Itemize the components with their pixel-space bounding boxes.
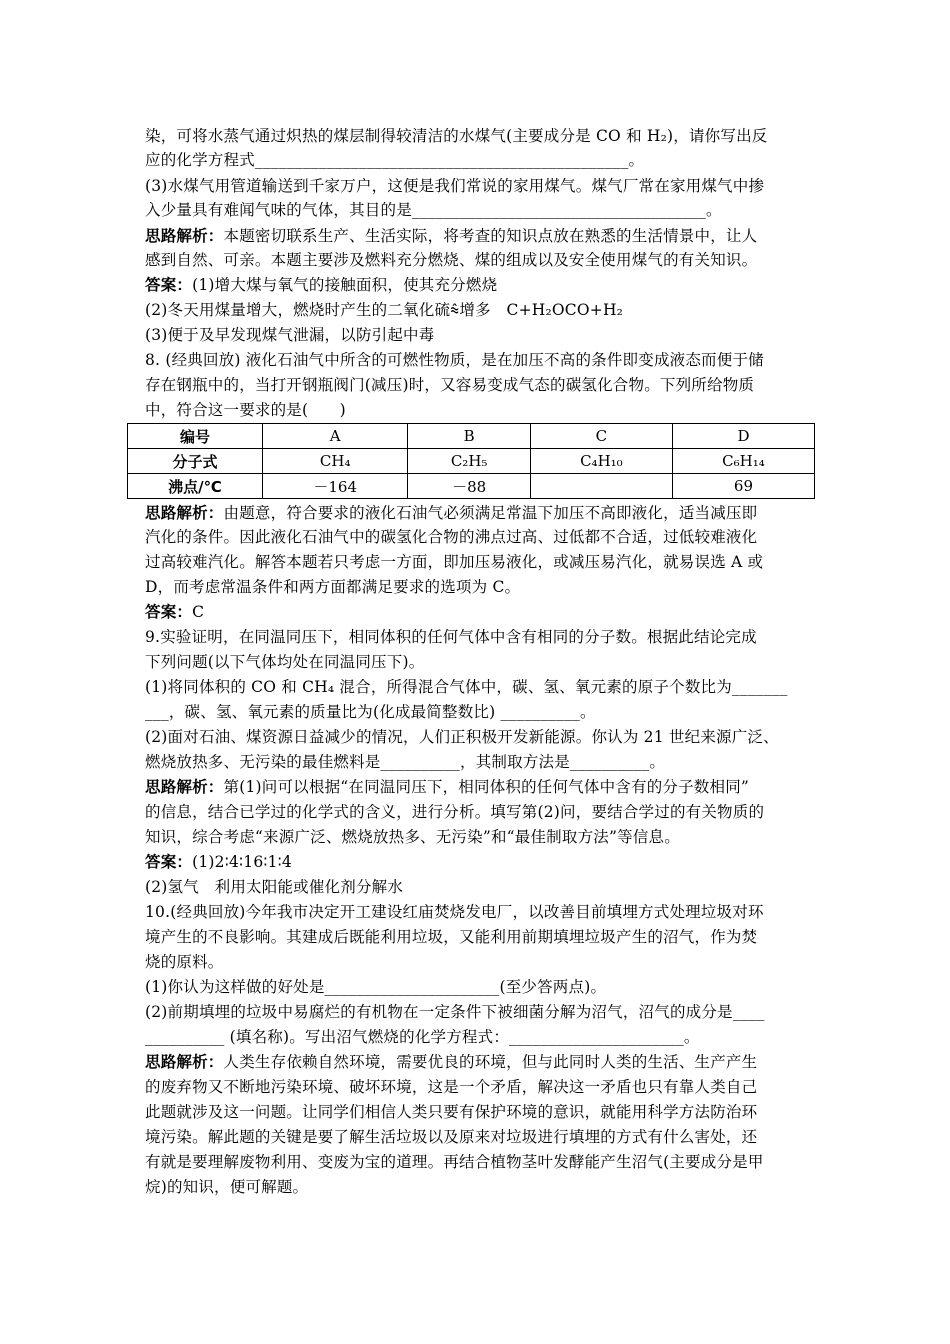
answer-line xyxy=(145,273,497,297)
text-line: 感到自然、可亲。本题主要涉及燃料充分燃烧、煤的组成以及安全使用煤气的有关知识。 xyxy=(145,251,758,269)
text-line: 染，可将水蒸气通过炽热的煤层制得较清洁的水煤气(主要成分是 CO 和 H₂)，请你写出反 xyxy=(145,127,768,145)
text-line: 有就是要理解废物利用、变废为宝的道理。再结合植物茎叶发酵能产生沼气(主要成分是甲 xyxy=(145,1153,764,1171)
answer-text: C xyxy=(192,603,205,621)
table-cell: －164 xyxy=(263,474,408,499)
table-row xyxy=(128,424,815,449)
table-cell: 69 xyxy=(672,474,814,499)
text-line: 中，符合这一要求的是( ) xyxy=(145,401,346,419)
text-line: (3)水煤气用管道输送到千家万户，这便是我们常说的家用煤气。煤气厂常在家用煤气中掺 xyxy=(145,177,765,195)
text-line: (2)前期填埋的垃圾中易腐烂的有机物在一定条件下被细菌分解为沼气，沼气的成分是____ xyxy=(145,1003,765,1021)
table-cell: CH₄ xyxy=(263,449,408,474)
text-line: 汽化的条件。因此液化石油气中的碳氢化合物的沸点过高、过低都不合适，过低较难液化 xyxy=(145,528,758,546)
analysis-line xyxy=(145,224,757,248)
table-cell: －88 xyxy=(408,474,530,499)
text-line: (1)将同体积的 CO 和 CH₄ 混合，所得混合气体中，碳、氢、氧元素的原子个数比为_______ xyxy=(145,678,788,696)
text-line: 烷)的知识，便可解题。 xyxy=(145,1178,309,1196)
text-line: ___，碳、氢、氧元素的质量比为(化成最简整数比) __________。 xyxy=(145,703,596,721)
table-cell: C xyxy=(530,424,672,449)
table-cell: D xyxy=(672,424,814,449)
text-line: 入少量具有难闻气味的气体，其目的是_____________________________________。 xyxy=(145,201,722,219)
answer-label: 答案： xyxy=(145,603,193,621)
question-8: 8. (经典回放) 液化石油气中所含的可燃性物质，是在加压不高的条件即变成液态而便于储 xyxy=(145,351,764,369)
analysis-line xyxy=(145,1050,757,1074)
text-line: __________ (填名称)。写出沼气燃烧的化学方程式：______________________。 xyxy=(145,1028,700,1046)
answer-line xyxy=(145,850,292,874)
analysis-label: 思路解析： xyxy=(145,1053,224,1071)
table-header-cell: 沸点/℃ xyxy=(128,474,263,499)
question-9: 9.实验证明，在同温同压下，相同体积的任何气体中含有相同的分子数。根据此结论完成 xyxy=(145,628,757,646)
boiling-point-table xyxy=(127,423,815,499)
text-line: 存在钢瓶中的，当打开钢瓶阀门(减压)时，又容易变成气态的碳氢化合物。下列所给物质 xyxy=(145,376,755,394)
text-line: (2)冬天用煤量增大，燃烧时产生的二氧化硫⩯增多 C+H₂OCO+H₂ xyxy=(145,301,624,319)
text-line: (2)面对石油、煤资源日益减少的情况，人们正积极开发新能源。你认为 21 世纪来源广泛、 xyxy=(145,728,779,746)
answer-label: 答案： xyxy=(145,853,193,871)
table-cell: C₄H₁₀ xyxy=(530,449,672,474)
text-line: 下列问题(以下气体均处在同温同压下)。 xyxy=(145,653,425,671)
table-header-cell: 编号 xyxy=(128,424,263,449)
text-line: 的信息，结合已学过的化学式的含义，进行分析。填写第(2)问，要结合学过的有关物质的 xyxy=(145,803,765,821)
text-line: (2)氢气 利用太阳能或催化剂分解水 xyxy=(145,878,404,896)
table-row xyxy=(128,474,815,499)
analysis-line xyxy=(145,501,757,525)
text-line: 燃烧放热多、无污染的最佳燃料是__________，其制取方法是__________。 xyxy=(145,753,666,771)
table-header-cell: 分子式 xyxy=(128,449,263,474)
text-line: 过高较难汽化。解答本题若只考虑一方面，即加压易液化，或减压易汽化，就易误选 A 或 xyxy=(145,553,764,571)
analysis-label: 思路解析： xyxy=(145,227,224,245)
text-line: (3)便于及早发现煤气泄漏，以防引起中毒 xyxy=(145,326,435,344)
table-cell: B xyxy=(408,424,530,449)
answer-text: (1)2∶4∶16∶1∶4 xyxy=(192,853,292,871)
analysis-label: 思路解析： xyxy=(145,778,224,796)
text-line: 烧的原料。 xyxy=(145,953,224,971)
answer-text: (1)增大煤与氧气的接触面积，使其充分燃烧 xyxy=(192,276,498,294)
analysis-text: 本题密切联系生产、生活实际，将考查的知识点放在熟悉的生活情景中，让人 xyxy=(223,227,758,245)
answer-line xyxy=(145,600,204,624)
text-line: (1)你认为这样做的好处是______________________(至少答两点)。 xyxy=(145,978,607,996)
analysis-text: 第(1)问可以根据“在同温同压下，相同体积的任何气体中含有的分子数相同” xyxy=(223,778,750,796)
text-line: 此题就涉及这一问题。让同学们相信人类只要有保护环境的意识，就能用科学方法防治环 xyxy=(145,1103,758,1121)
text-line: D，而考虑常温条件和两方面都满足要求的选项为 C。 xyxy=(145,578,521,596)
analysis-line xyxy=(145,775,749,799)
analysis-label: 思路解析： xyxy=(145,504,224,522)
text-line: 知识，综合考虑“来源广泛、燃烧放热多、无污染”和“最佳制取方法”等信息。 xyxy=(145,828,680,846)
table-cell: A xyxy=(263,424,408,449)
text-line: 境污染。解此题的关键是要了解生活垃圾以及原来对垃圾进行填埋的方式有什么害处，还 xyxy=(145,1128,758,1146)
analysis-text: 由题意，符合要求的液化石油气必须满足常温下加压不高即液化，适当减压即 xyxy=(223,504,758,522)
analysis-text: 人类生存依赖自然环境，需要优良的环境，但与此同时人类的生活、生产产生 xyxy=(223,1053,758,1071)
answer-label: 答案： xyxy=(145,276,193,294)
text-line: 应的化学方程式_______________________________________________。 xyxy=(145,151,645,169)
table-cell xyxy=(530,474,672,499)
table-row xyxy=(128,449,815,474)
text-line: 境产生的不良影响。其建成后既能利用垃圾，又能利用前期填埋垃圾产生的沼气，作为焚 xyxy=(145,928,758,946)
text-line: 的废弃物又不断地污染环境、破坏环境，这是一个矛盾，解决这一矛盾也只有靠人类自己 xyxy=(145,1078,758,1096)
table-cell: C₆H₁₄ xyxy=(672,449,814,474)
table-cell: C₂H₅ xyxy=(408,449,530,474)
question-10: 10.(经典回放)今年我市决定开工建设红庙焚烧发电厂，以改善目前填埋方式处理垃圾对环 xyxy=(145,903,764,921)
